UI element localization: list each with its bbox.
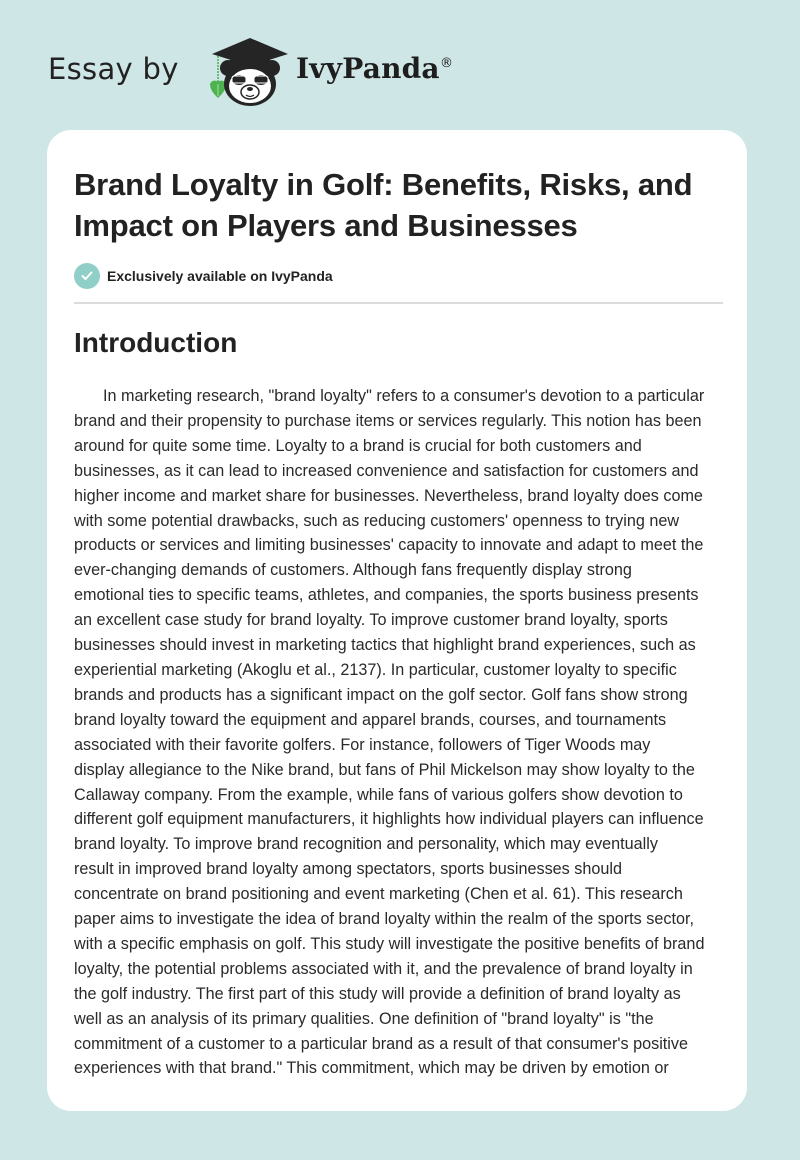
paragraph-line: In marketing research, "brand loyalty" refers to a consumer's devotion to a particular <box>103 387 705 405</box>
brand-name[interactable]: IvyPanda <box>296 52 440 85</box>
paragraph-line: concentrate on brand positioning and event marketing (Chen et al. 61). This research <box>74 885 683 904</box>
paragraph-line: loyalty, the potential problems associated with it, and the prevalence of brand loyalty in <box>74 959 693 978</box>
section-heading-introduction: Introduction <box>74 327 238 358</box>
paragraph-line: experiential marketing (Akoglu et al., 2137). In particular, customer loyalty to specific <box>74 660 677 679</box>
paragraph-line: brands and products has a significant impact on the golf sector. Golf fans show strong <box>74 685 688 704</box>
paragraph-line: with a specific emphasis on golf. This study will investigate the positive benefits of brand <box>74 934 705 953</box>
paragraph-line: brand loyalty toward the equipment and apparel brands, courses, and tournaments <box>74 710 667 729</box>
paragraph-line: well as an analysis of its primary qualities. One definition of "brand loyalty" is "the <box>74 1009 654 1028</box>
paragraph-line: display allegiance to the Nike brand, but fans of Phil Mickelson may show loyalty to the <box>74 760 695 779</box>
paragraph-line: Callaway company. From the example, while fans of various golfers show devotion to <box>74 785 683 804</box>
paragraph-line: emotional ties to specific teams, athletes, and companies, the sports business presents <box>74 586 699 605</box>
paragraph-line: ever-changing demands of customers. Although fans frequently display strong <box>74 561 632 580</box>
introduction-paragraph <box>74 384 734 1081</box>
site-header <box>0 0 800 120</box>
paragraph-line: the golf industry. The first part of this study will provide a definition of brand loyalty as <box>74 984 681 1003</box>
panda-graduate-logo-icon[interactable] <box>202 36 294 108</box>
exclusive-badge-label: Exclusively available on IvyPanda <box>107 268 333 284</box>
page-title: Brand Loyalty in Golf: Benefits, Risks, and Impact on Players and Businesses <box>74 167 693 243</box>
paragraph-line: experiences with that brand." This commitment, which may be driven by emotion or <box>74 1059 669 1078</box>
paragraph-line: brand loyalty. To improve brand recognition and personality, which may eventually <box>74 835 658 854</box>
paragraph-line: an excellent case study for brand loyalty. To improve customer brand loyalty, sports <box>74 611 668 630</box>
essay-by-label: Essay by <box>48 52 179 86</box>
check-circle-icon <box>74 263 100 289</box>
paragraph-line: commitment of a customer to a particular brand as a result of that consumer's positive <box>74 1034 688 1053</box>
paragraph-line: higher income and market share for businesses. Nevertheless, brand loyalty does come <box>74 486 703 505</box>
paragraph-line: businesses should invest in marketing tactics that highlight brand experiences, such as <box>74 636 696 655</box>
exclusive-badge <box>74 263 333 289</box>
paragraph-line: associated with their favorite golfers. For instance, followers of Tiger Woods may <box>74 735 651 754</box>
essay-card <box>47 130 747 1111</box>
registered-mark: ® <box>440 56 453 71</box>
paragraph-line: around for quite some time. Loyalty to a brand is crucial for both customers and <box>74 436 642 455</box>
paragraph-line: result in improved brand loyalty among spectators, sports businesses should <box>74 860 622 879</box>
divider <box>74 302 723 304</box>
paragraph-line: paper aims to investigate the idea of brand loyalty within the realm of the sports sector, <box>74 910 694 929</box>
paragraph-line: with some potential drawbacks, such as reducing customers' openness to trying new <box>74 511 680 530</box>
paragraph-line: products or services and limiting businesses' capacity to innovate and adapt to meet the <box>74 536 704 555</box>
paragraph-line: brand and their propensity to purchase items or services regularly. This notion has been <box>74 411 702 430</box>
paragraph-line: businesses, as it can lead to increased convenience and satisfaction for customers and <box>74 461 699 480</box>
paragraph-line: different golf equipment manufacturers, it highlights how individual players can influence <box>74 810 704 829</box>
